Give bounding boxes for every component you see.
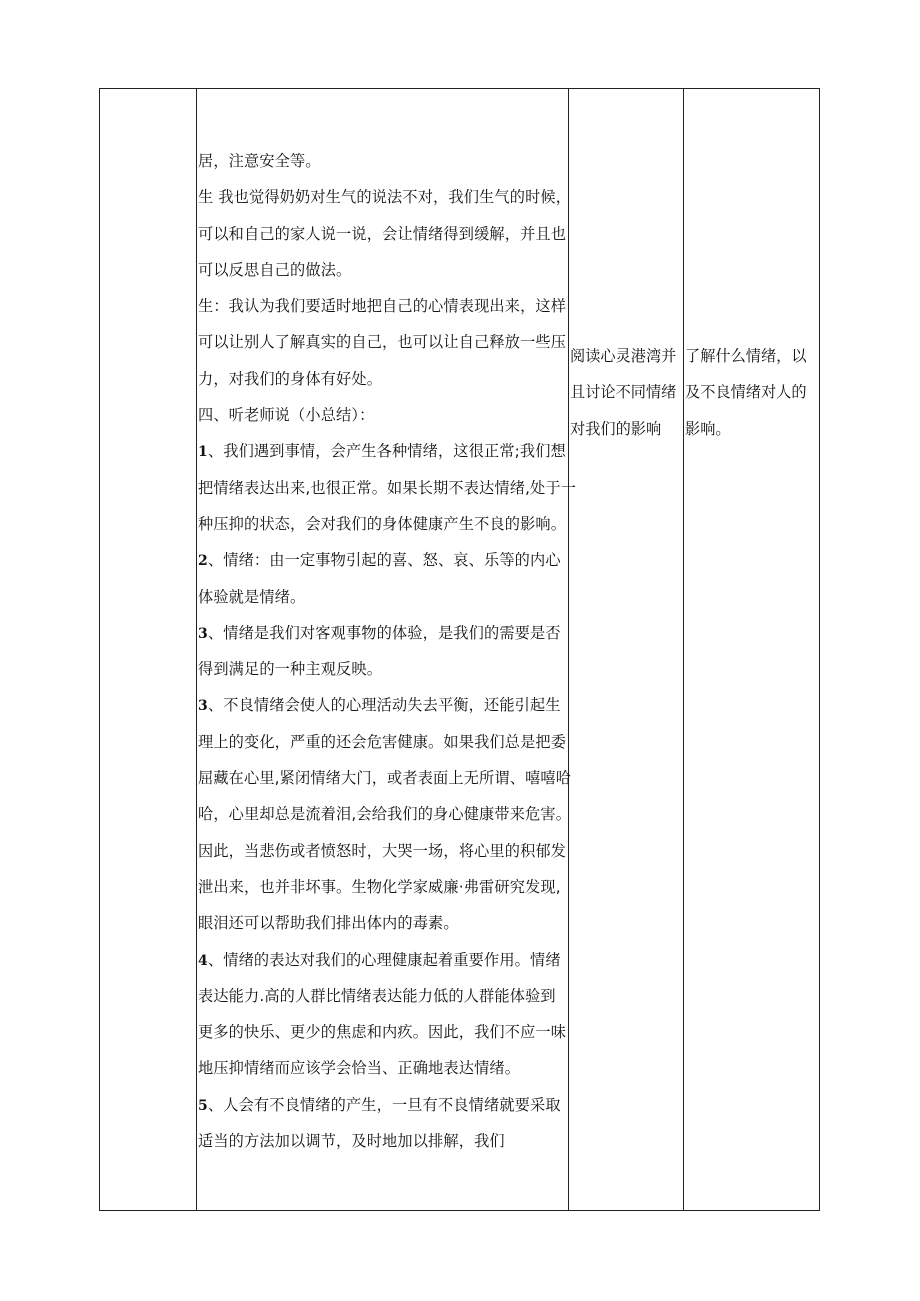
text-line: 3、情绪是我们对客观事物的体验，是我们的需要是否 <box>198 623 561 642</box>
text-line: 影响。 <box>685 419 731 438</box>
design-intent-text <box>685 345 807 454</box>
text-line: 生：我认为我们要适时地把自己的心情表现出来，这样 <box>198 297 567 316</box>
table-cell-activity <box>196 89 577 1210</box>
text-line: 适当的方法加以调节，及时地加以排解，我们 <box>198 1132 505 1151</box>
text-line: 泄出来，也并非坏事。生物化学家威廉·弗雷研究发现, <box>198 877 561 896</box>
text-line: 把情绪表达出来,也很正常。如果长期不表达情绪,处于一 <box>198 478 577 497</box>
text-line: 5、人会有不良情绪的产生，一旦有不良情绪就要采取 <box>198 1095 561 1114</box>
lesson-plan-table <box>99 88 820 1211</box>
table-cell-student-activity <box>568 89 683 1210</box>
text-line: 阅读心灵港湾并 <box>570 347 677 365</box>
text-line: 3、不良情绪会使人的心理活动失去平衡，还能引起生 <box>198 696 561 715</box>
text-line: 哈，心里却总是流着泪,会给我们的身心健康带来危害。 <box>198 805 572 824</box>
text-line: 对我们的影响 <box>570 419 662 438</box>
text-line: 得到满足的一种主观反映。 <box>198 660 383 679</box>
text-line: 2、情绪：由一定事物引起的喜、怒、哀、乐等的内心 <box>198 551 561 570</box>
list-number: 3 <box>198 625 208 642</box>
activity-text <box>198 150 577 1166</box>
table-cell-stage <box>100 89 196 1210</box>
list-number: 5 <box>198 1097 208 1114</box>
text-line: 1、我们遇到事情，会产生各种情绪，这很正常;我们想 <box>198 442 566 461</box>
text-line: 了解什么情绪，以 <box>685 347 807 365</box>
text-line: 屈藏在心里,紧闭情绪大门，或者表面上无所谓、嘻嘻哈 <box>198 769 572 788</box>
list-number: 2 <box>198 553 208 570</box>
text-line: 且讨论不同情绪 <box>570 383 677 402</box>
text-line: 地压抑情绪而应该学会恰当、正确地表达情绪。 <box>198 1059 521 1078</box>
text-line: 种压抑的状态，会对我们的身体健康产生不良的影响。 <box>198 514 567 533</box>
text-line: 眼泪还可以帮助我们排出体内的毒素。 <box>198 914 459 933</box>
text-line: 可以让别人了解真实的自己，也可以让自己释放一些压 <box>198 333 567 352</box>
text-line: 居，注意安全等。 <box>198 152 321 170</box>
text-line: 更多的快乐、更少的焦虑和内疚。因此，我们不应一味 <box>198 1023 567 1042</box>
text-line: 体验就是情绪。 <box>198 587 306 606</box>
text-line: 4、情绪的表达对我们的心理健康起着重要作用。情绪 <box>198 950 561 969</box>
table-cell-design-intent <box>683 89 821 1210</box>
student-activity-text <box>570 345 676 454</box>
text-line: 可以和自己的家人说一说，会让情绪得到缓解，并且也 <box>198 224 567 243</box>
text-line: 生 我也觉得奶奶对生气的说法不对，我们生气的时候， <box>198 188 572 207</box>
text-line: 力，对我们的身体有好处。 <box>198 369 383 388</box>
text-line: 可以反思自己的做法。 <box>198 260 352 279</box>
text-line: 理上的变化，严重的还会危害健康。如果我们总是把委 <box>198 732 567 751</box>
list-number: 4 <box>198 952 208 969</box>
text-line: 因此，当悲伤或者愤怒时，大哭一场，将心里的积郁发 <box>198 841 567 860</box>
list-number: 3 <box>198 698 208 715</box>
text-line: 四、听老师说（小总结）： <box>198 406 375 425</box>
list-number: 1 <box>198 444 208 461</box>
text-line: 表达能力.高的人群比情绪表达能力低的人群能体验到 <box>198 986 556 1005</box>
text-line: 及不良情绪对人的 <box>685 383 807 402</box>
